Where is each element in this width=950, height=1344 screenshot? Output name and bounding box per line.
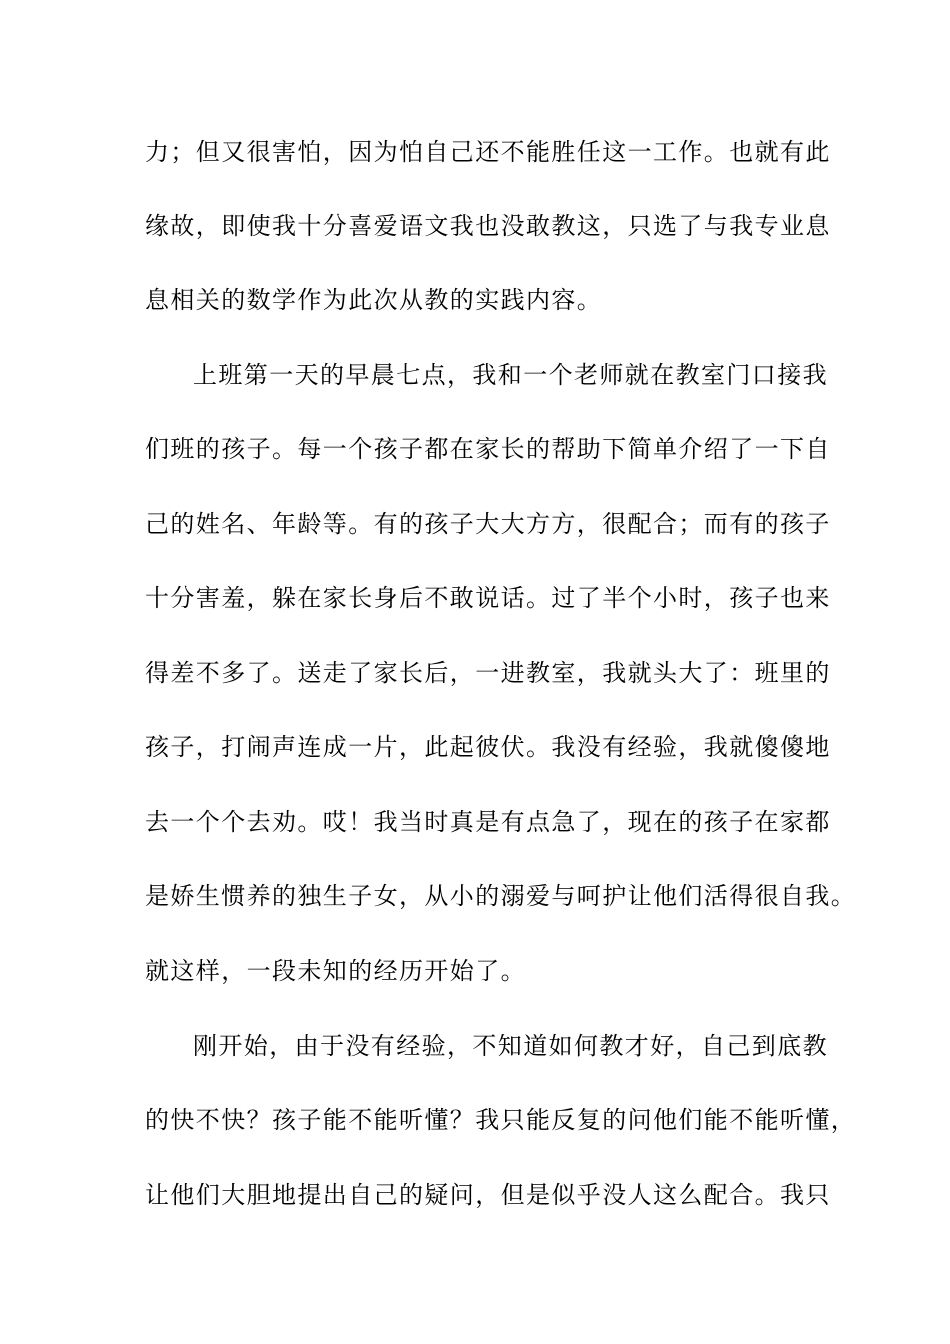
text-line: 们班的孩子。每一个孩子都在家长的帮助下简单介绍了一下自 (145, 435, 831, 463)
text-line: 去一个个去劝。哎！我当时真是有点急了，现在的孩子在家都 (145, 808, 831, 836)
text-line: 得差不多了。送走了家长后，一进教室，我就头大了：班里的 (145, 659, 831, 687)
text-line: 十分害羞，躲在家长身后不敢说话。过了半个小时，孩子也来 (145, 584, 831, 612)
text-line: 己的姓名、年龄等。有的孩子大大方方，很配合；而有的孩子 (145, 510, 831, 538)
text-line: 让他们大胆地提出自己的疑问，但是似乎没人这么配合。我只 (145, 1181, 831, 1209)
paragraph-start-line: 刚开始，由于没有经验，不知道如何教才好，自己到底教 (193, 1032, 828, 1060)
text-line: 缘故，即使我十分喜爱语文我也没敢教这，只选了与我专业息 (145, 212, 831, 240)
text-line: 孩子，打闹声连成一片，此起彼伏。我没有经验，我就傻傻地 (145, 733, 831, 761)
paragraph-start-line: 上班第一天的早晨七点，我和一个老师就在教室门口接我 (193, 361, 828, 389)
text-line: 是娇生惯养的独生子女，从小的溺爱与呵护让他们活得很自我。 (145, 882, 857, 910)
text-line: 息相关的数学作为此次从教的实践内容。 (145, 286, 603, 314)
text-line: 的快不快？孩子能不能听懂？我只能反复的问他们能不能听懂， (145, 1106, 857, 1134)
text-line: 就这样，一段未知的经历开始了。 (145, 957, 526, 985)
text-line: 力；但又很害怕，因为怕自己还不能胜任这一工作。也就有此 (145, 138, 831, 166)
